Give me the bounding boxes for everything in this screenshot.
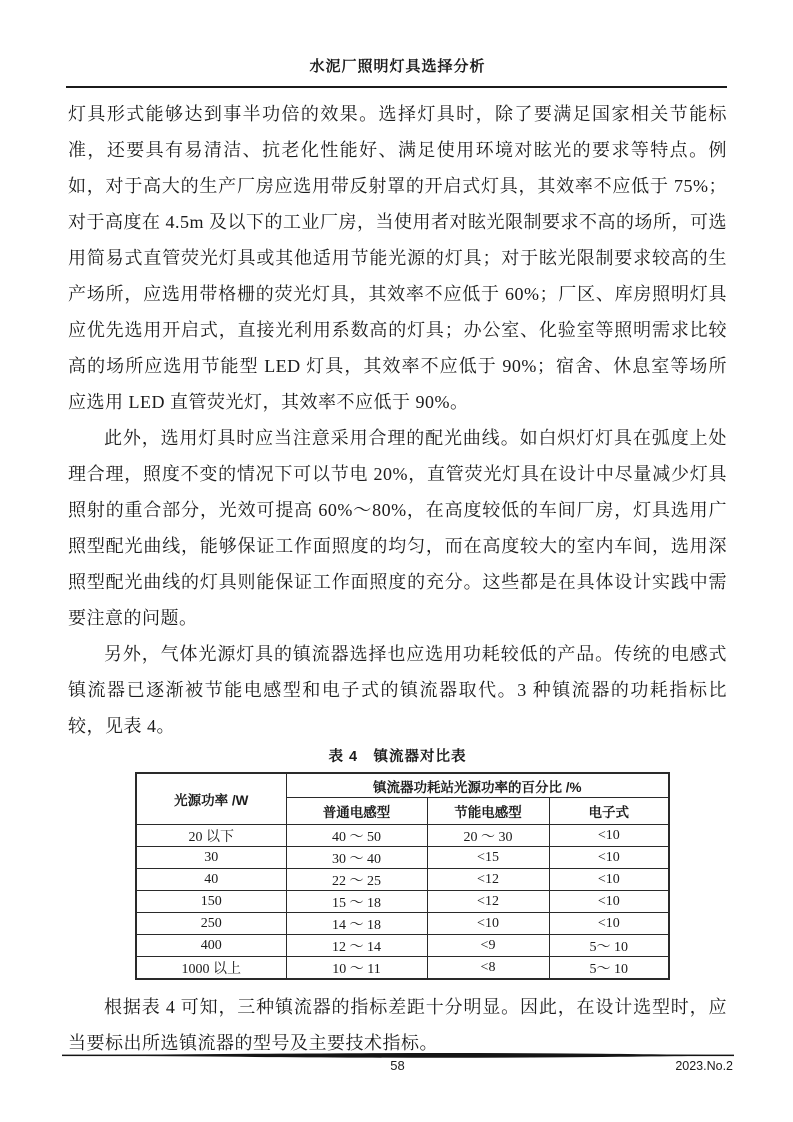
col-header-source-power: 光源功率 /W xyxy=(136,773,286,825)
table-cell: <12 xyxy=(427,869,549,891)
table-cell: <10 xyxy=(549,825,669,847)
body-paragraph-3: 另外，气体光源灯具的镇流器选择也应选用功耗较低的产品。传统的电感式镇流器已逐渐被节能电感型和电子式的镇流器取代。3 种镇流器的功耗指标比较，见表 4。 xyxy=(68,644,727,736)
table-cell: 150 xyxy=(136,891,286,913)
table-cell: 22 ～ 25 xyxy=(286,869,427,891)
table-row xyxy=(136,935,669,957)
table-cell: 20 ～ 30 xyxy=(427,825,549,847)
table-cell: 5～ 10 xyxy=(549,935,669,957)
table-cell: <9 xyxy=(427,935,549,957)
col-group-header-percentage: 镇流器功耗站光源功率的百分比 /% xyxy=(286,773,669,798)
table-cell: 10 ～ 11 xyxy=(286,957,427,980)
table-row xyxy=(136,869,669,891)
footer-rule xyxy=(62,1047,734,1056)
article-body xyxy=(68,96,727,1061)
table-cell: <10 xyxy=(427,913,549,935)
body-paragraph-4: 根据表 4 可知，三种镇流器的指标差距十分明显。因此，在设计选型时，应当要标出所选镇流器的型号及主要技术指标。 xyxy=(68,997,727,1053)
table-cell: <10 xyxy=(549,847,669,869)
page-number: 58 xyxy=(390,1058,405,1073)
table-caption: 表 4 镇流器对比表 xyxy=(328,749,467,765)
table-cell: 40 xyxy=(136,869,286,891)
col-header-electronic: 电子式 xyxy=(549,798,669,825)
table-cell: 400 xyxy=(136,935,286,957)
body-paragraph-1: 灯具形式能够达到事半功倍的效果。选择灯具时，除了要满足国家相关节能标准，还要具有易清洁、抗老化性能好、满足使用环境对眩光的要求等特点。例如，对于高大的生产厂房应选用带反射罩的开启式灯具，其效率不应低于 75%；对于高度在 4.5m 及以下的工业厂房，当使用者对眩光限制要求不高的场所，可选用简易式直管荧光灯具或其他适用节能光源的灯具；对于眩光限制要求较高的生产场所，应选用带格栅的荧光灯具，其效率不应低于 60%；厂区、库房照明灯具应优先选用开启式，直接光利用系数高的灯具；办公室、化验室等照明需求比较高的场所应选用节能型 LED 灯具，其效率不应低于 90%；宿舍、休息室等场所应选用 LED 直管荧光灯，其效率不应低于 90%。 xyxy=(68,104,727,412)
table-cell: 15 ～ 18 xyxy=(286,891,427,913)
table-cell: <10 xyxy=(549,913,669,935)
table-cell: 30 ～ 40 xyxy=(286,847,427,869)
table-cell: 14 ～ 18 xyxy=(286,913,427,935)
table-cell: 30 xyxy=(136,847,286,869)
table-cell: <8 xyxy=(427,957,549,980)
table-cell: 40 ～ 50 xyxy=(286,825,427,847)
table-cell: 12 ～ 14 xyxy=(286,935,427,957)
footer xyxy=(68,1058,733,1073)
col-header-energy-saving-inductive: 节能电感型 xyxy=(427,798,549,825)
table-cell: <12 xyxy=(427,891,549,913)
ballast-comparison-table xyxy=(135,772,670,980)
header-rule xyxy=(66,86,727,88)
table-row xyxy=(136,891,669,913)
body-paragraph-2: 此外，选用灯具时应当注意采用合理的配光曲线。如白炽灯灯具在弧度上处理合理，照度不变的情况下可以节电 20%，直管荧光灯具在设计中尽量减少灯具照射的重合部分，光效可提高 60%～80%，在高度较低的车间厂房，灯具选用广照型配光曲线，能够保证工作面照度的均匀，而在高度较大的室内车间，选用深照型配光曲线的灯具则能保证工作面照度的充分。这些都是在具体设计实践中需要注意的问题。 xyxy=(68,428,727,628)
table-cell: 1000 以上 xyxy=(136,957,286,980)
issue-label: 2023.No.2 xyxy=(675,1059,733,1073)
table-cell: <10 xyxy=(549,891,669,913)
table-row xyxy=(136,825,669,847)
table-cell: 20 以下 xyxy=(136,825,286,847)
table-row xyxy=(136,957,669,980)
running-head-title: 水泥厂照明灯具选择分析 xyxy=(309,59,486,75)
col-header-ordinary-inductive: 普通电感型 xyxy=(286,798,427,825)
table-row xyxy=(136,847,669,869)
table-cell: <10 xyxy=(549,869,669,891)
table-row xyxy=(136,913,669,935)
table-cell: <15 xyxy=(427,847,549,869)
table-cell: 5～ 10 xyxy=(549,957,669,980)
table-cell: 250 xyxy=(136,913,286,935)
